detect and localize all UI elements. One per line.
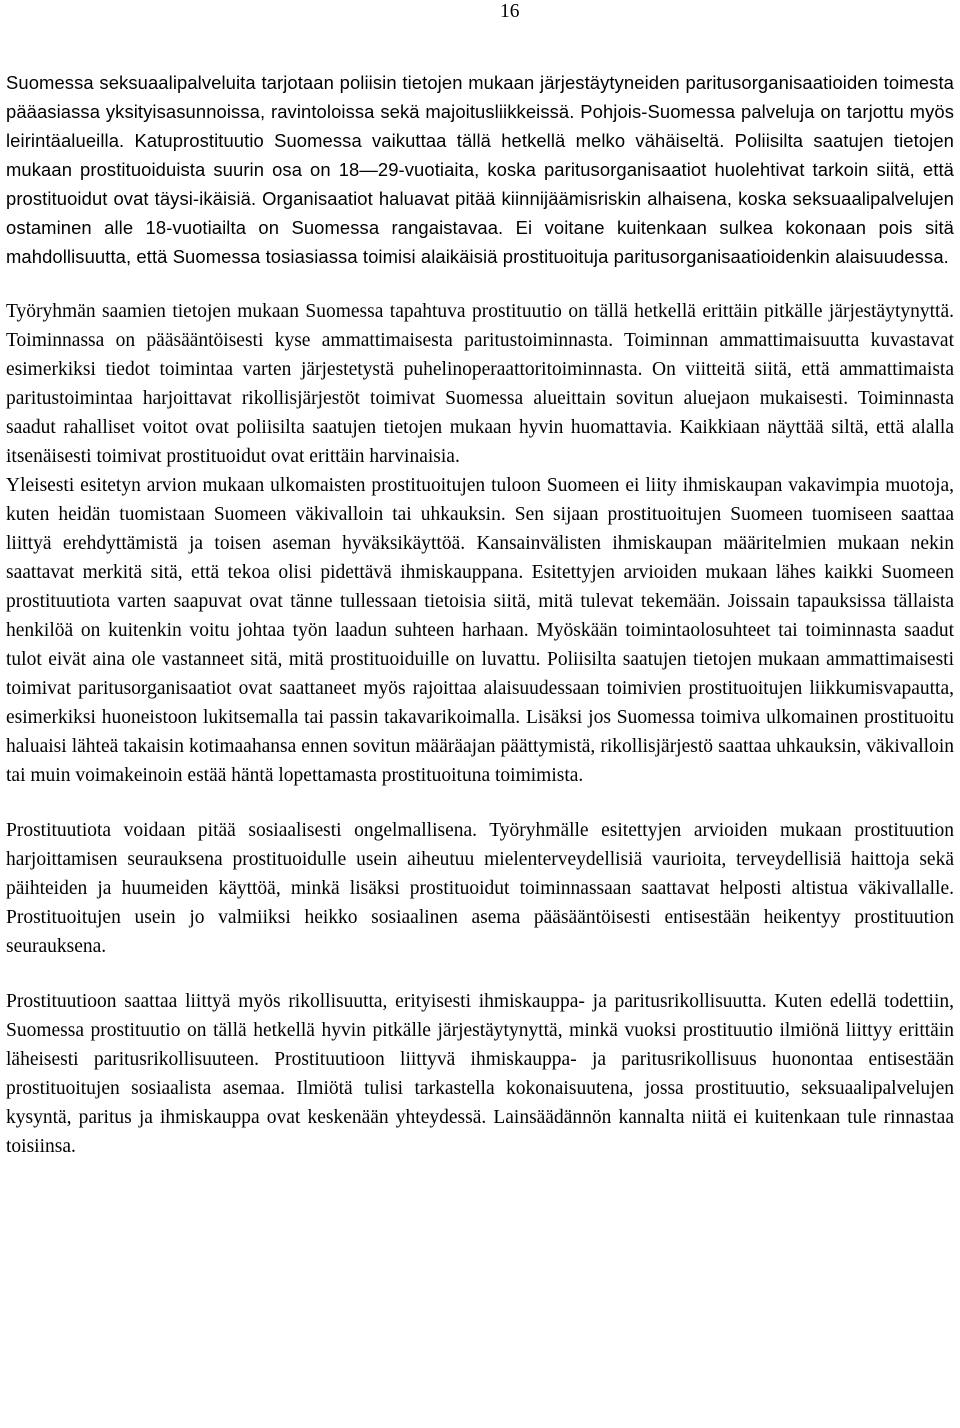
paragraph-organized-prostitution: Työryhmän saamien tietojen mukaan Suomessa tapahtuva prostituutio on tällä hetkellä erittäin pitkälle järjestäytynyttä. Toiminnassa on pääsääntöisesti kyse ammattimaisesta paritustoiminnasta. Toiminnan ammattimaisuutta kuvastavat esimerkiksi tiedot toimintaa varten järjestetystä puhelinoperaattoritoiminnasta. On viitteitä siitä, että ammattimaista paritustoimintaa harjoittavat rikollisjärjestöt toimivat Suomessa alueittain sovitun aluejaon mukaisesti. Toiminnasta saadut rahalliset voitot ovat poliisilta saatujen tietojen mukaan hyvin huomattavia. Kaikkiaan näyttää siltä, että alalla itsenäisesti toimivat prostituoidut ovat erittäin harvinaisia. — [6, 301, 954, 467]
paragraph-spacer — [6, 271, 954, 297]
page-number: 16 — [500, 1, 520, 22]
paragraph-sex-services-organization: Suomessa seksuaalipalveluita tarjotaan poliisin tietojen mukaan järjestäytyneiden paritusorganisaatioiden toimesta pääasiassa yksityisasunnoissa, ravintoloissa sekä majoitusliikkeissä. Pohjois-Suomessa palveluja on tarjottu myös leirintäalueilla. Katuprostituutio Suomessa vaikuttaa tällä hetkellä melko vähäiseltä. Poliisilta saatujen tietojen mukaan prostituoiduista suurin osa on 18—29-vuotiaita, koska paritusorganisaatiot huolehtivat tarkoin siitä, että prostituoidut ovat täysi-ikäisiä. Organisaatiot haluavat pitää kiinnijäämisriskin alhaisena, koska seksuaalipalvelujen ostaminen alle 18-vuotiailta on Suomessa rangaistavaa. Ei voitane kuitenkaan sulkea kokonaan pois sitä mahdollisuutta, että Suomessa tosiasiassa toimisi alaikäisiä prostituoituja paritusorganisaatioidenkin alaisuudessa. — [6, 72, 954, 267]
paragraph-social-problems: Prostituutiota voidaan pitää sosiaalisesti ongelmallisena. Työryhmälle esitettyjen arvioiden mukaan prostituution harjoittamisen seurauksena prostituoidulle usein aiheutuu mielenterveydellisiä vaurioita, terveydellisiä haittoja sekä päihteiden ja huumeiden käyttöä, minkä lisäksi prostituoidut toiminnassaan saattavat helposti altistua väkivallalle. Prostituoitujen usein jo valmiiksi heikko sosiaalinen asema pääsääntöisesti entisestään heikentyy prostituution seurauksena. — [6, 820, 954, 957]
paragraph-crime-connection: Prostituutioon saattaa liittyä myös rikollisuutta, erityisesti ihmiskauppa- ja paritusrikollisuutta. Kuten edellä todettiin, Suomessa prostituutio on tällä hetkellä hyvin pitkälle järjestäytynyttä, minkä vuoksi prostituutio ilmiönä liittyy erittäin läheisesti paritusrikollisuuteen. Prostituutioon liittyvä ihmiskauppa- ja paritusrikollisuus huonontaa entisestään prostituoitujen sosiaalista asemaa. Ilmiötä tulisi tarkastella kokonaisuutena, jossa prostituutio, seksuaalipalvelujen kysyntä, paritus ja ihmiskauppa ovat keskenään yhteydessä. Lainsäädännön kannalta niitä ei kuitenkaan tule rinnastaa toisiinsa. — [6, 991, 954, 1157]
paragraph-spacer — [6, 790, 954, 816]
paragraph-spacer — [6, 961, 954, 987]
paragraph-human-trafficking: Yleisesti esitetyn arvion mukaan ulkomaisten prostituoitujen tuloon Suomeen ei liity ihmiskaupan vakavimpia muotoja, kuten heidän tuomistaan Suomeen väkivalloin tai uhkauksin. Sen sijaan prostituoitujen Suomeen tuomiseen saattaa liittyä erehdyttämistä ja toisen aseman hyväksikäyttöä. Kansainvälisten ihmiskaupan määritelmien mukaan nekin saattavat merkitä sitä, että tekoa olisi pidettävä ihmiskauppana. Esitettyjen arvioiden mukaan lähes kaikki Suomeen prostituutiota varten saapuvat ovat tänne tullessaan tietoisia siitä, mitä tulevat tekemään. Joissain tapauksissa tällaista henkilöä on kuitenkin voitu johtaa työn laadun suhteen harhaan. Myöskään toimintaolosuhteet tai toiminnasta saadut tulot eivät aina ole vastanneet sitä, mitä prostituoiduille on luvattu. Poliisilta saatujen tietojen mukaan ammattimaisesti toimivat paritusorganisaatiot ovat saattaneet myös rajoittaa alaisuudessaan toimivien prostituoitujen liikkumisvapautta, esimerkiksi huoneistoon lukitsemalla tai passin takavarikoimalla. Lisäksi jos Suomessa toimiva ulkomainen prostituoitu haluaisi lähteä takaisin kotimaahansa ennen sovitun määräajan päättymistä, rikollisjärjestö saattaa uhkauksin, väkivalloin tai muin voimakeinoin estää häntä lopettamasta prostituoituna toimimista. — [6, 475, 954, 786]
document-body — [6, 68, 954, 1161]
